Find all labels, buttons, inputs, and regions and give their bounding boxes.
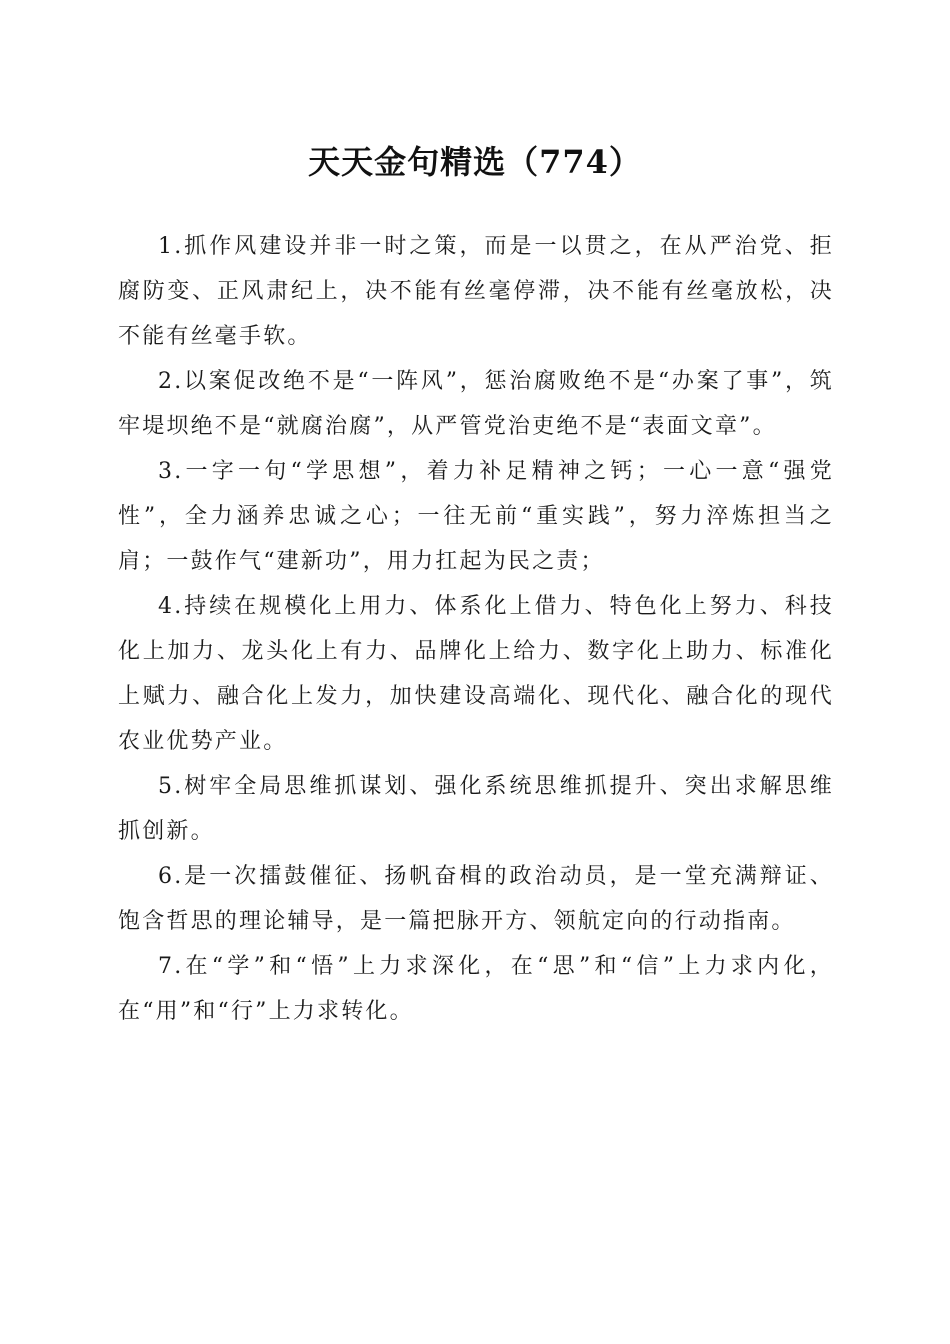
paragraph-6: 6.是一次擂鼓催征、扬帆奋楫的政治动员，是一堂充满辩证、饱含哲思的理论辅导，是一篇把脉开方、领航定向的行动指南。 [118,864,834,934]
page-title: 天天金句精选（774） [308,143,642,181]
paragraph-3: 3.一字一句“学思想”，着力补足精神之钙；一心一意“强党性”，全力涵养忠诚之心；一往无前“重实践”，努力淬炼担当之肩；一鼓作气“建新功”，用力扛起为民之责； [118,459,834,574]
paragraph-7: 7.在“学”和“悟”上力求深化，在“思”和“信”上力求内化，在“用”和“行”上力求转化。 [118,954,834,1024]
paragraph-2: 2.以案促改绝不是“一阵风”，惩治腐败绝不是“办案了事”，筑牢堤坝绝不是“就腐治腐”，从严管党治吏绝不是“表面文章”。 [118,369,834,439]
paragraph-4: 4.持续在规模化上用力、体系化上借力、特色化上努力、科技化上加力、龙头化上有力、品牌化上给力、数字化上助力、标准化上赋力、融合化上发力，加快建设高端化、现代化、融合化的现代农业优势产业。 [118,594,834,754]
document-body [118,224,834,1034]
paragraph-1: 1.抓作风建设并非一时之策，而是一以贯之，在从严治党、拒腐防变、正风肃纪上，决不能有丝毫停滞，决不能有丝毫放松，决不能有丝毫手软。 [118,234,834,349]
paragraph-5: 5.树牢全局思维抓谋划、强化系统思维抓提升、突出求解思维抓创新。 [118,774,834,844]
